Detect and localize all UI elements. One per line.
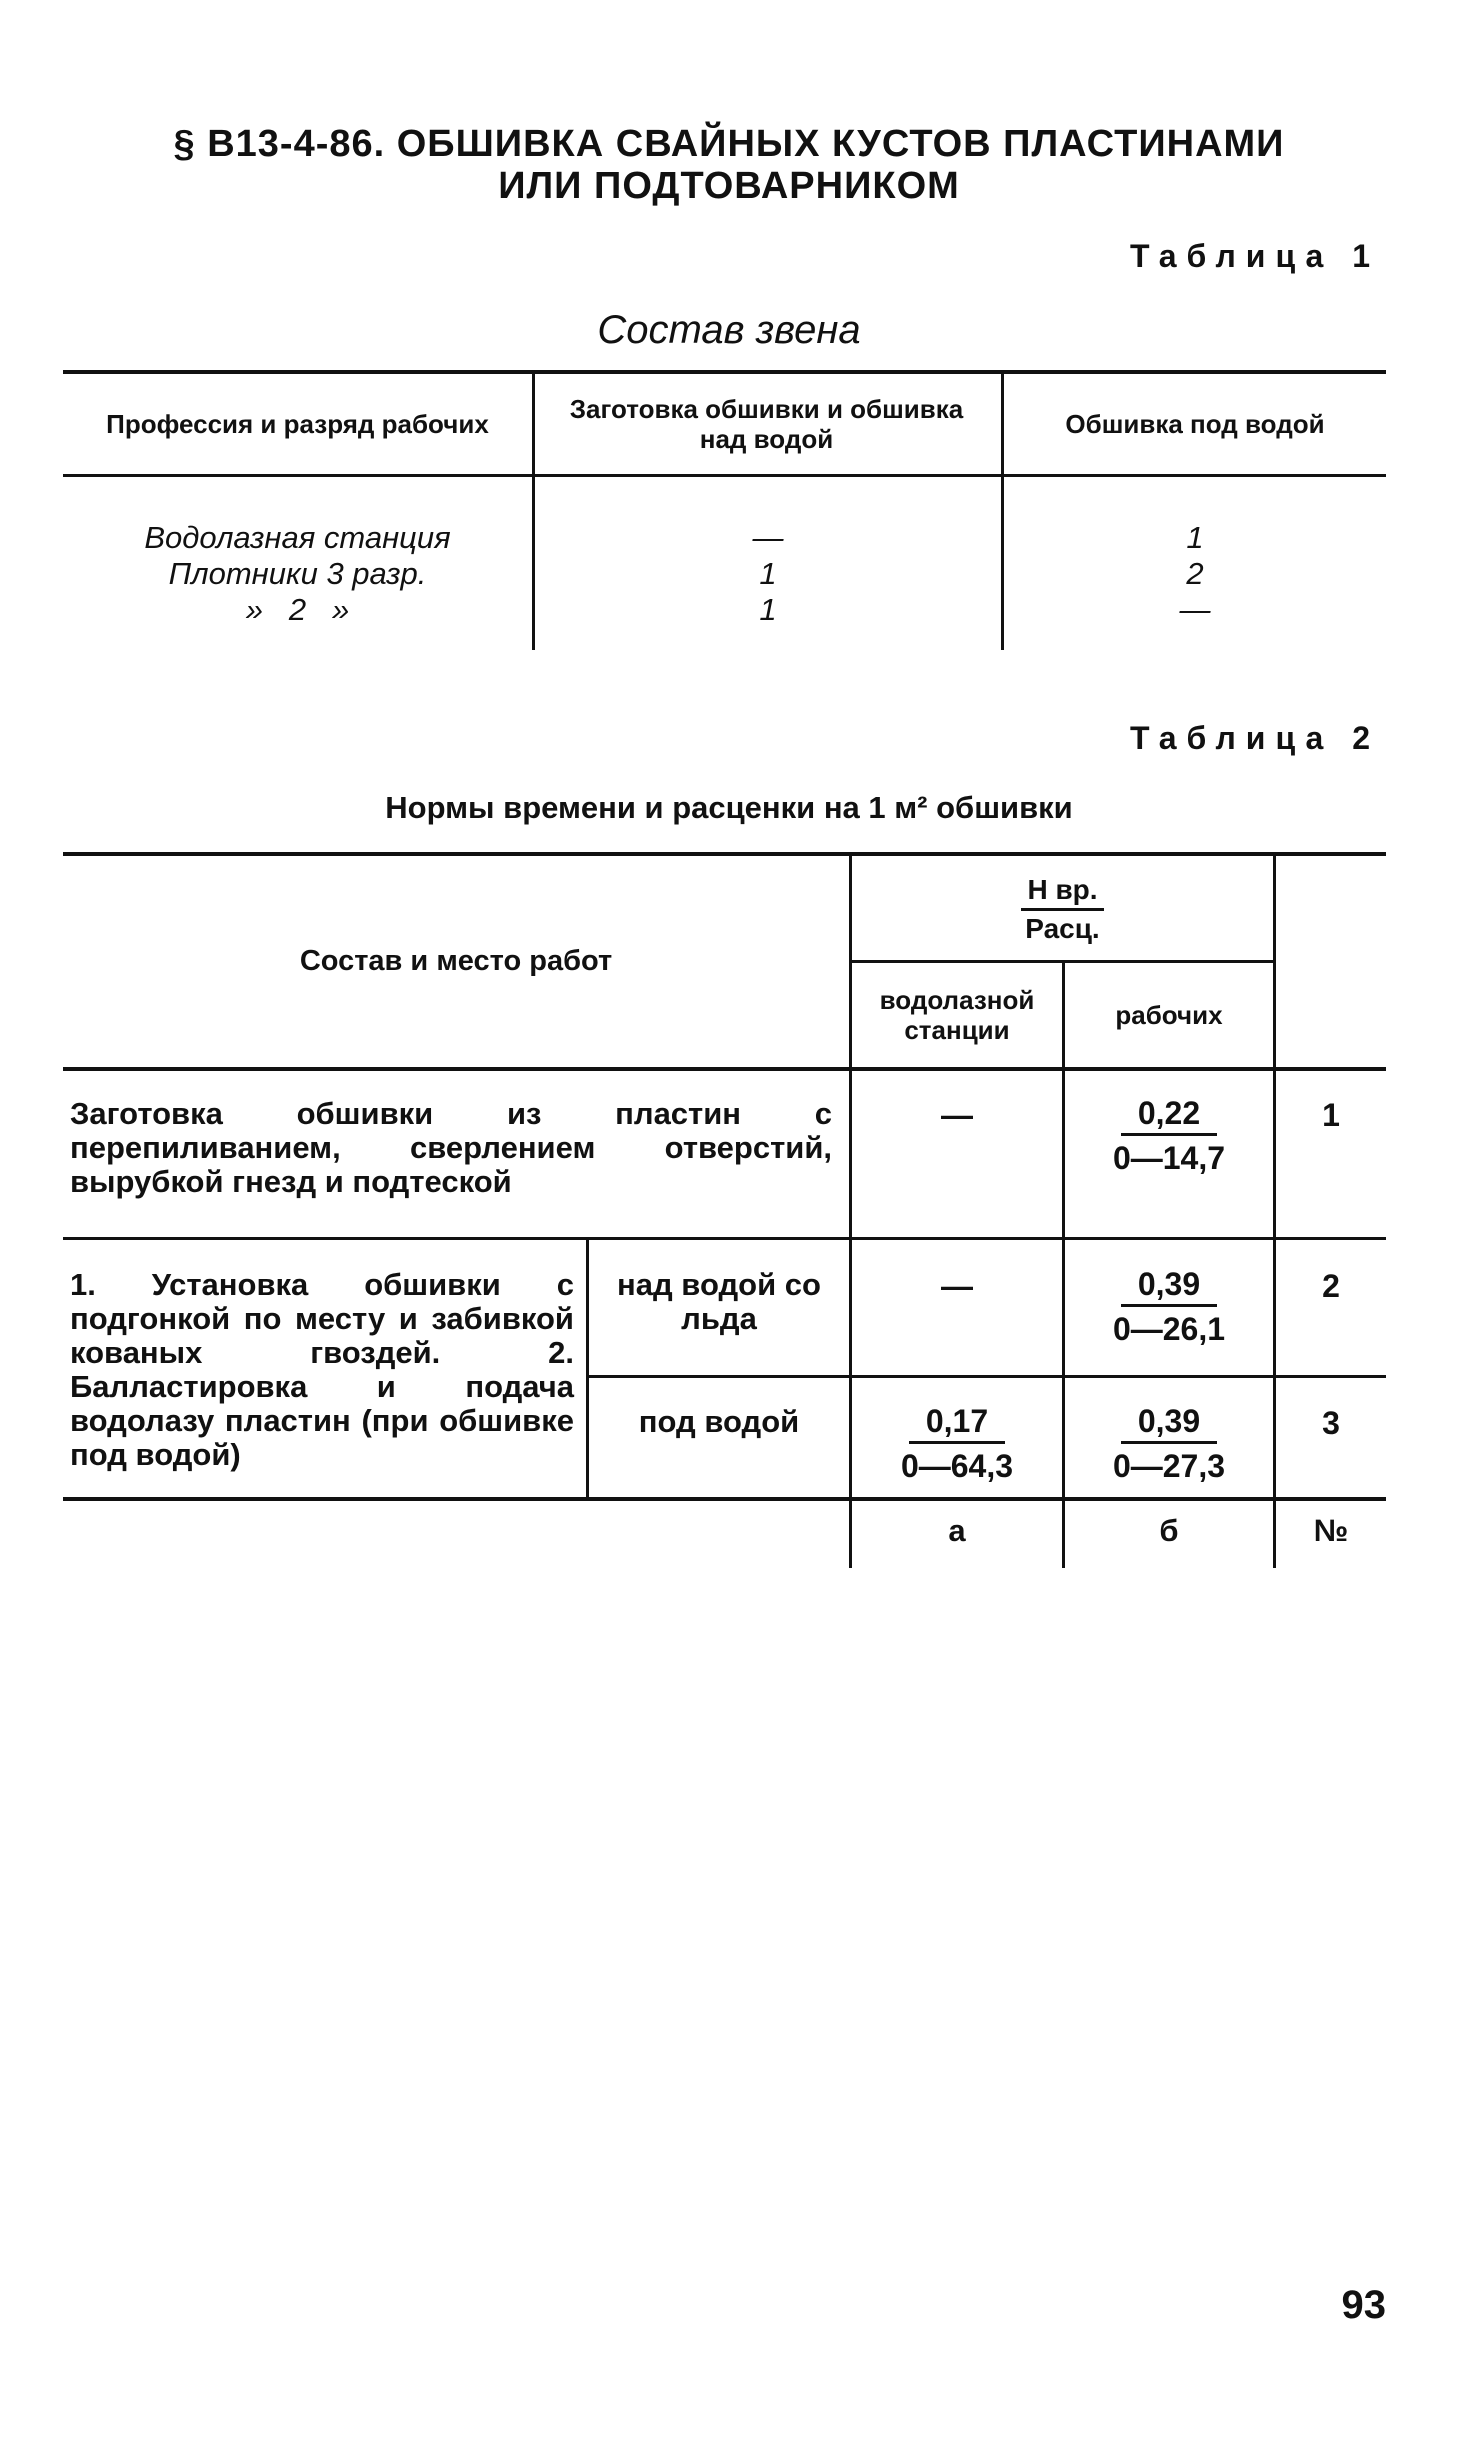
table2-row3-a-norm: 0,17	[909, 1401, 1005, 1444]
table2-row2-rule	[587, 1375, 1386, 1378]
table1-profession-1: Водолазная станция	[144, 520, 451, 555]
table2-row3-place: под водой	[638, 1404, 800, 1439]
table2-row2-no: 2	[1322, 1268, 1340, 1304]
table2-row1-b	[1065, 1093, 1273, 1178]
table2-row1-a: —	[941, 1097, 973, 1133]
table2-footer-a: а	[948, 1513, 966, 1548]
table2-row2-a: —	[941, 1268, 973, 1304]
table1-profession-2: Плотники 3 разр.	[168, 556, 427, 591]
table2-header-norm-den: Расц.	[1025, 913, 1100, 944]
table1-profession-3: » 2 »	[245, 592, 350, 627]
table2-col-divider-no	[1273, 855, 1276, 1568]
table2-header-col-a: водолазной станции	[879, 985, 1035, 1045]
table2-group-text: 1. Установка обшивки с подгонкой по месту и забивкой кованых гвоздей. 2. Балластировка и подача водолазу пластин (при обшивке под водой)	[70, 1267, 574, 1472]
table2-row2-b-norm: 0,39	[1121, 1264, 1217, 1307]
table2-row2-place: над водой со льда	[617, 1267, 821, 1336]
table1-under-3: —	[1179, 592, 1211, 627]
table2-header-rule	[63, 1067, 1386, 1071]
table2-label: Таблица 2	[1129, 720, 1380, 756]
table2-row2-b	[1065, 1264, 1273, 1349]
table1-under-1: 1	[1186, 520, 1204, 555]
table1-caption: Состав звена	[597, 308, 861, 352]
table2-row1-no: 1	[1322, 1097, 1340, 1133]
table1-header-profession: Профессия и разряд рабочих	[106, 409, 489, 439]
table1-label: Таблица 1	[1129, 238, 1380, 274]
table2-row1-b-rate: 0—14,7	[1112, 1140, 1226, 1176]
table2-header-work: Состав и место работ	[299, 944, 613, 977]
table2-row3-b	[1065, 1401, 1273, 1486]
table2-footer-b: б	[1159, 1513, 1179, 1548]
table2-header-norm	[852, 872, 1273, 947]
table1-prep-2: 1	[759, 556, 777, 591]
section-title-line1: § В13-4-86. ОБШИВКА СВАЙНЫХ КУСТОВ ПЛАСТИНАМИ	[173, 123, 1285, 165]
table2-row3-no: 3	[1322, 1405, 1340, 1441]
table1-prep-3: 1	[759, 592, 777, 627]
table2-row3-a	[852, 1401, 1062, 1486]
table2-row1-rule	[63, 1237, 1386, 1240]
table1-header-rule	[63, 474, 1386, 477]
table2-row3-a-rate: 0—64,3	[900, 1448, 1014, 1484]
table2-caption: Нормы времени и расценки на 1 м² обшивки	[385, 790, 1073, 825]
table1-under-2: 2	[1186, 556, 1204, 591]
table2-footer-no: №	[1313, 1513, 1349, 1548]
table2-row3-b-rate: 0—27,3	[1112, 1448, 1226, 1484]
table2-header-norm-num: Н вр.	[1021, 872, 1103, 911]
table1-prep-1: —	[752, 520, 784, 555]
table2-row3-b-norm: 0,39	[1121, 1401, 1217, 1444]
section-title-line2: ИЛИ ПОДТОВАРНИКОМ	[498, 165, 960, 207]
table2-row2-b-rate: 0—26,1	[1112, 1311, 1226, 1347]
table1-header-under: Обшивка под водой	[1065, 409, 1325, 439]
page-number: 93	[1341, 2283, 1386, 2327]
table2-row1-text: Заготовка обшивки из пластин с перепиливанием, сверлением отверстий, вырубкой гнезд и подтеской	[70, 1096, 832, 1199]
table2-bottom-rule	[63, 1497, 1386, 1501]
table2-row1-b-norm: 0,22	[1121, 1093, 1217, 1136]
table1-header-prep: Заготовка обшивки и обшивка над водой	[569, 394, 964, 454]
table2-header-col-b: рабочих	[1115, 1000, 1223, 1030]
